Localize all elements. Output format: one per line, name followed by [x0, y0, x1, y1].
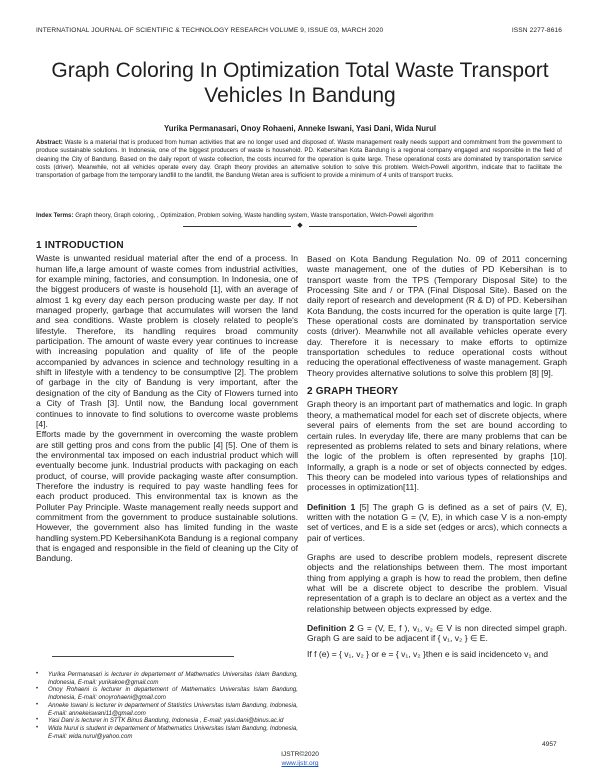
author-footnotes — [36, 671, 298, 740]
footnote-item — [36, 725, 298, 740]
index-terms — [36, 212, 562, 220]
bullet-icon: • — [36, 701, 39, 708]
footnote-separator — [52, 656, 234, 657]
graph-paragraph-1: Graph theory is an important part of mathematics and logic. In graph theory, a mathematical model for each set of discrete objects, where several pairs of elements from the set are bound according to certain rules. In everyday life, there are many problems that can be represented as problems related to sets and binary relations, where the logic of the problem is often represented by graphs [10]. Informally, a graph is a node or set of objects connected by edges. This theory can be modeled into various types of relationships and processes in optimization[11]. — [307, 399, 567, 493]
footnote-text: Wida Nurul is student in departement of Mathematics Universitas Islam Bandung, Indonesia, E-mail: wida.nurul@yahoo.com — [48, 724, 298, 740]
footnote-item — [36, 671, 298, 686]
section-divider — [0, 222, 600, 230]
definition-2-text: G = (V, E, f ), v₁, v₂ ∈ V is non directed simpel graph. Graph G are said to be adjacent if { v₁, v₂ } ∈ E. — [307, 623, 568, 644]
journal-name: INTERNATIONAL JOURNAL OF SCIENTIFIC & TECHNOLOGY RESEARCH VOLUME 9, ISSUE 03, MARCH 2020 — [36, 27, 384, 34]
abstract — [36, 139, 562, 180]
running-header — [36, 27, 562, 34]
abstract-label: Abstract: — [36, 139, 63, 146]
paper-title: Graph Coloring In Optimization Total Waste Transport Vehicles In Bandung — [51, 59, 549, 107]
bullet-icon: • — [36, 686, 39, 693]
bullet-icon: • — [36, 671, 39, 677]
footnote-text: Onoy Rohaeni is lecturer in departement of Mathematics Universitas Islam Bandung, Indonesia, E-mail: onoyrohaeni@gmail.com — [48, 686, 298, 702]
footnote-item — [36, 717, 298, 725]
divider-rule-left — [183, 226, 291, 227]
definition-2 — [307, 623, 567, 644]
right-column — [307, 254, 567, 659]
intro-paragraph-1: Waste is unwanted residual material after the end of a process. In human life,a large amount of waste comes from industrial activities, for example mining, factories, and consumption. In Indonesia, one of the biggest producers of waste is household [1], with an average of almost 1 kg every day each person producing waste per day. If not managed properly, garbage that accumulates will worsen the land and sea conditions. Waste problem is closely related to people's lifestyle. Therefore, its handling requires broad community participation. The amount of waste every year continues to increase with increasing population and quality of life of the people accompanied by advances in science and technology resulting in a shift in lifestyle with a tendency to be consumptive [2]. The problem of garbage in the city of Bandung is very important, after the designation of the city of Bandung as the City of Flowers turned into a City of Trash [3]. Until now, the Bandung local government continues to innovate to find solutions to overcome waste problems [4]. — [36, 253, 298, 429]
intro-paragraph-3: Based on Kota Bandung Regulation No. 09 of 2011 concerning waste management, one of the duties of PD Kebersihan is to transport waste from the TPS (Temporary Disposal Site) to the Processing Site and / or TPA (Final Disposal Site). Based on the daily report of research and development (R & D) of PD. Kebersihan Kota Bandung, the costs incurred for the operation is quite large [7]. These operational costs are dominated by transportation service costs (driver). Meanwhile not all available vehicles operate every day. Therefore it is necessary to make efforts to optimize transportation schedules to reduce operational costs without reducing the operational effectiveness of waste management. Graph Theory provides alternative solutions to solve this problem [8] [9]. — [307, 254, 567, 378]
divider-rule-right — [309, 226, 417, 227]
graph-paragraph-2: Graphs are used to describe problem models, represent discrete objects and the relationships between them. The most important thing from applying a graph is how to read the problem, then define what will be a discrete object to describe the problem. Visual representation of a graph is to declare an object as a vertex and the relationship between objects expressed by edge. — [307, 551, 567, 614]
website-link[interactable]: www.ijstr.org — [281, 760, 319, 767]
left-column — [36, 241, 298, 564]
footnote-text: Yurika Permanasari is lecturer in departement of Mathematics Universitas Islam Bandung, Indonesia, E-mail: yurikakoe@gmail.com — [48, 671, 298, 686]
definition-1-label: Definition 1 — [307, 501, 356, 512]
definition-1 — [307, 502, 567, 543]
section-heading-introduction: 1 INTRODUCTION — [36, 240, 124, 251]
footnote-item — [36, 702, 298, 717]
journal-copyright: IJSTR©2020 — [281, 751, 319, 758]
index-terms-label: Index Terms: — [36, 212, 74, 219]
footer-website — [0, 760, 600, 767]
footnote-text: Anneke Iswani is lecturer in departement of Statistics Universitas Islam Bandung, Indonesia, E-mail: annekeiswani11@gmail.com — [48, 701, 298, 717]
bullet-icon: • — [36, 717, 39, 724]
author-list: Yurika Permanasari, Onoy Rohaeni, Anneke Iswani, Yasi Dani, Wida Nurul — [163, 124, 437, 133]
page-number: 4957 — [542, 741, 557, 748]
definition-2-continued: If f (e) = { v₁, v₂ } or e = { v₁, v₂ }then e is said incidenceto v₁ and — [307, 648, 548, 659]
definition-2-label: Definition 2 — [307, 623, 355, 633]
intro-paragraph-2: Efforts made by the government in overcoming the waste problem are still getting pros and cons from the public [4] [5]. One of them is the environmental tax imposed on each industrial product which will eventually become junk. Industrial products with packaging on each product, of course, will provide packaging waste after consumption. Therefore the industry is required to pay waste handling fees for each product produced. This environmental tax is known as the Polluter Pay Principle. Waste management really needs support and commitment from the government to produce sustainable solutions. However, the government also has limited funding in the waste handling system.PD KebersihanKota Bandung is a regional company that is engaged and responsible in the field of cleaning up the City of Bandung. — [36, 429, 298, 564]
footnote-item — [36, 686, 298, 701]
definition-1-text: [5] The graph G is defined as a set of pairs (V, E), written with the notation G = (V, E), in which case V is a non-empty set of vertices, and E is a side set (edges or arcs), which connects a pair of vertices. — [307, 501, 568, 543]
footnote-text: Yasi Dani is lecturer in STTK Binus Bandung, Indonesia , E-mail: yasi.dani@binus.ac.id — [48, 717, 284, 725]
bullet-icon: • — [36, 724, 39, 731]
issn: ISSN 2277-8616 — [511, 27, 562, 34]
section-heading-graph-theory: 2 GRAPH THEORY — [307, 386, 399, 398]
diamond-icon: ◆ — [297, 222, 303, 229]
abstract-text: Waste is a material that is produced from human activities that are no longer used and disposed of. Waste management really needs support and commitment from the government to produce sustainable solutions. In Indonesia, one of the biggest producers of waste is household. PD. Kebersihan Kota Bandung is a regional company engaged and responsible in the field of cleaning the City of Bandung. Based on the daily report of waste collection, the costs incurred for the operation is quite large. These operational costs are dominated by transportation service costs (driver). Meanwhile, not all vehicles operate every day. Graph theory provides an alternative solution to solve this problem. Welch-Powell algorithm, indicate that to facilitate the transportation of garbage from the temporary landfill to the landfill, the Bandung Wetan area is sufficient to provide a minimum of 4 units of transport trucks. — [36, 139, 562, 180]
index-terms-text: Graph theory, Graph coloring, , Optimization, Problem solving, Waste handling system, Waste transportation, Welch-Powell algorithm — [75, 212, 434, 219]
